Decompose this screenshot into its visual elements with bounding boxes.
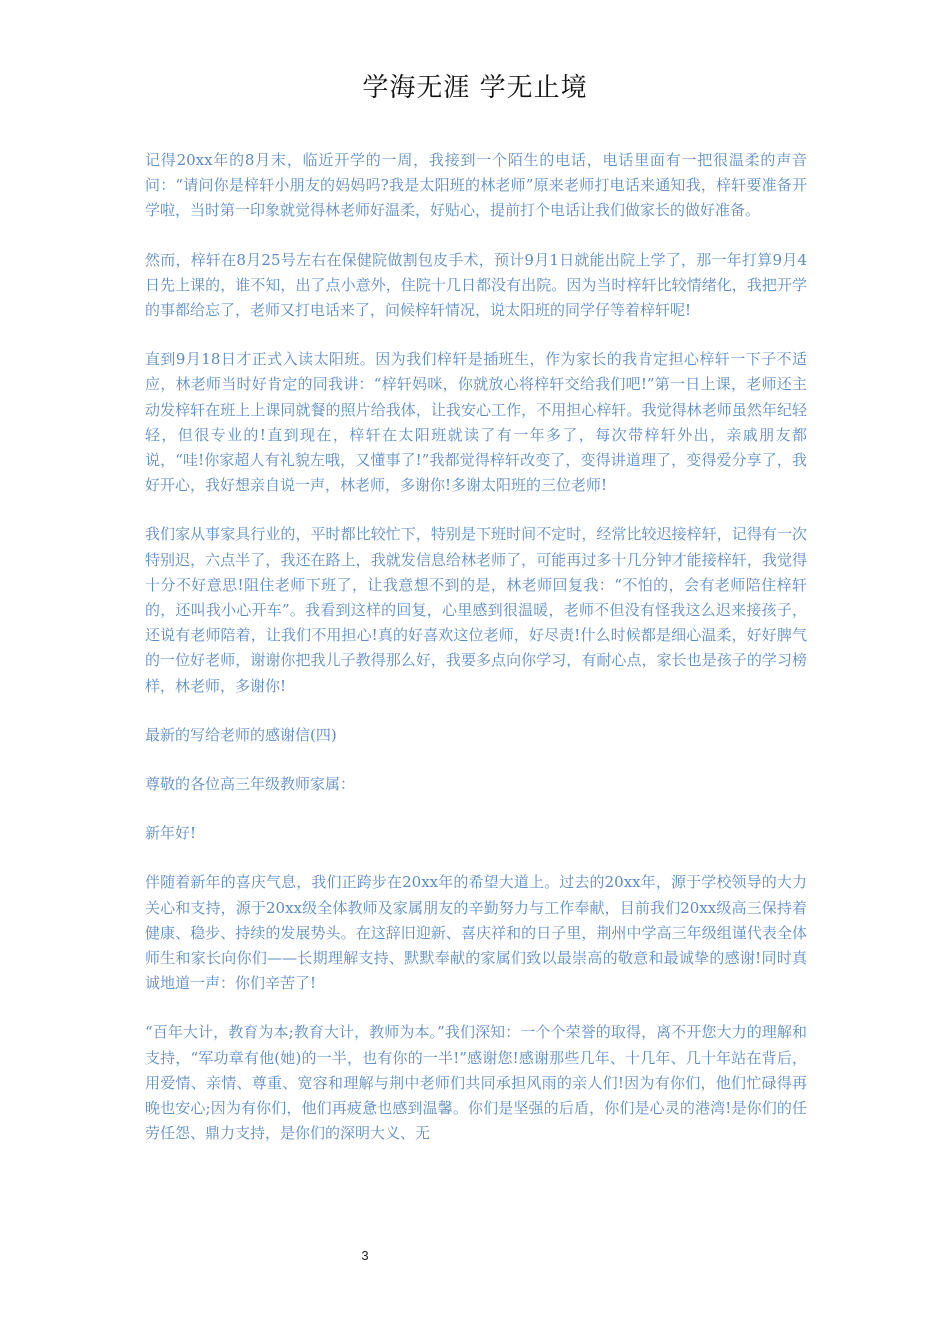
document-body	[145, 148, 807, 1171]
salutation: 尊敬的各位高三年级教师家属：	[145, 775, 356, 794]
paragraph-1: 记得20xx年的8月末，临近开学的一周，我接到一个陌生的电话，电话里面有一把很温柔的声音问：“请问你是梓轩小朋友的妈妈吗?我是太阳班的林老师”原来老师打电话来通知我，梓轩要准备开学啦，当时第一印象就觉得林老师好温柔，好贴心，提前打个电话让我们做家长的做好准备。	[145, 151, 807, 220]
paragraph-3: 直到9月18日才正式入读太阳班。因为我们梓轩是插班生，作为家长的我肯定担心梓轩一下子不适应，林老师当时好肯定的同我讲：“梓轩妈咪，你就放心将梓轩交给我们吧!”第一日上课，老师还主动发梓轩在班上上课同就餐的照片给我体，让我安心工作，不用担心梓轩。我觉得林老师虽然年纪轻轻，但很专业的!直到现在，梓轩在太阳班就读了有一年多了，每次带梓轩外出，亲戚朋友都说，“哇!你家超人有礼貌左哦，又懂事了!”我都觉得梓轩改变了，变得讲道理了，变得爱分享了，我好开心，我好想亲自说一声，林老师，多谢你!多谢太阳班的三位老师!	[145, 350, 807, 495]
paragraph-2: 然而，梓轩在8月25号左右在保健院做割包皮手术，预计9月1日就能出院上学了，那一年打算9月4日先上课的，谁不知，出了点小意外，住院十几日都没有出院。因为当时梓轩比较情绪化，我把开学的事都给忘了，老师又打电话来了，问候梓轩情况，说太阳班的同学仔等着梓轩呢!	[145, 250, 807, 320]
page-header-title: 学海无涯 学无止境	[362, 73, 588, 103]
paragraph-5: 伴随着新年的喜庆气息，我们正跨步在20xx年的希望大道上。过去的20xx年，源于学校领导的大力关心和支持，源于20xx级全体教师及家属朋友的辛勤努力与工作奉献，目前我们20xx级高三保持着健康、稳步、持续的发展势头。在这辞旧迎新、喜庆祥和的日子里，荆州中学高三年级组谨代表全体师生和家长向你们——长期理解支持、默默奉献的家属们致以最崇高的敬意和最诚挚的感谢!同时真诚地道一声：你们辛苦了!	[145, 873, 807, 993]
paragraph-4: 我们家从事家具行业的，平时都比较忙下，特别是下班时间不定时，经常比较迟接梓轩，记得有一次特别迟，六点半了，我还在路上，我就发信息给林老师了，可能再过多十几分钟才能接梓轩，我觉得十分不好意思!阻住老师下班了，让我意想不到的是，林老师回复我：“不怕的，会有老师陪住梓轩的，还叫我小心开车”。我看到这样的回复，心里感到很温暖，老师不但没有怪我这么迟来接孩子，还说有老师陪着，让我们不用担心!真的好喜欢这位老师，好尽责!什么时候都是细心温柔，好好脾气的一位好老师，谢谢你把我儿子教得那么好，我要多点向你学习，有耐心点，家长也是孩子的学习榜样，林老师，多谢你!	[145, 525, 807, 695]
greeting: 新年好!	[145, 824, 197, 843]
section-heading: 最新的写给老师的感谢信(四)	[145, 725, 337, 744]
paragraph-6: “百年大计，教育为本;教育大计，教师为本。”我们深知：一个个荣誉的取得，离不开您大力的理解和支持，“军功章有他(她)的一半，也有你的一半!”感谢您!感谢那些几年、十几年、几十年站在背后，用爱情、亲情、尊重、宽容和理解与荆中老师们共同承担风雨的亲人们!因为有你们，他们忙碌得再晚也安心;因为有你们，他们再疲惫也感到温馨。你们是坚强的后盾，你们是心灵的港湾!是你们的任劳任怨、鼎力支持，是你们的深明大义、无	[145, 1023, 807, 1143]
page-number: 3	[361, 1248, 369, 1263]
